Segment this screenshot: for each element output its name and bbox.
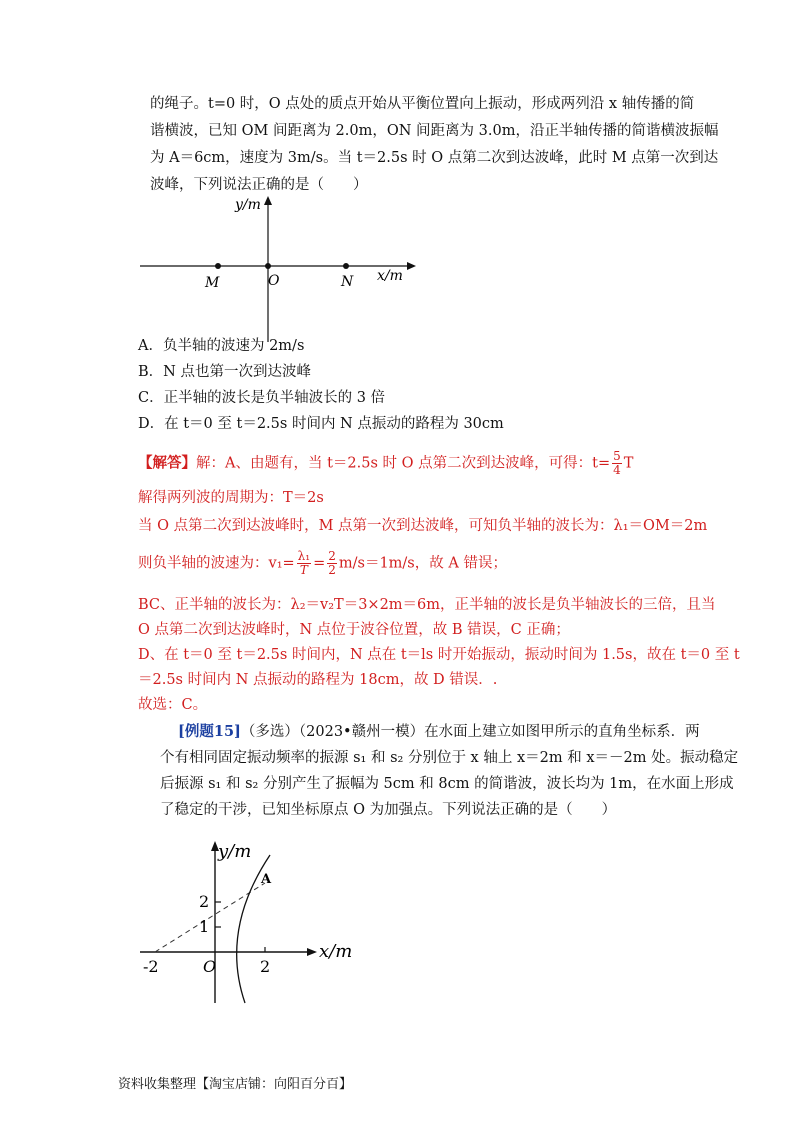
answer-line-6: O 点第二次到达波峰时，N 点位于波谷位置，故 B 错误，C 正确；: [138, 622, 570, 638]
problem1-line-1: 的绳子。t=0 时，O 点处的质点开始从平衡位置向上振动，形成两列沿 x 轴传播的简: [150, 96, 695, 112]
figure-2-tick-y1: 1: [199, 917, 210, 936]
figure-1-point-n: N: [341, 274, 354, 290]
figure-1-ylabel: y/m: [235, 197, 261, 213]
figure-2-xlabel: x/m: [319, 941, 353, 962]
answer-line-2: 解得两列波的周期为：T＝2s: [138, 490, 324, 506]
problem2-line-4: 了稳定的干涉，已知坐标原点 O 为加强点。下列说法正确的是（ ）: [160, 802, 617, 818]
problem2-line-1: [例题15]（多选）（2023•赣州一模）在水面上建立如图甲所示的直角坐标系．两: [178, 723, 700, 740]
answer-line-4: 则负半轴的波速为：v₁= $\frac{\text{λ₁}}{T}$ = $\frac{2}{2}$ m/s＝1m/s，故 A 错误；: [138, 549, 507, 577]
answer-line-1: 【解答】解：A、由题有，当 t＝2.5s 时 O 点第二次到达波峰，可得：t= $\frac{5}{4}$ T: [138, 449, 634, 477]
figure-2-axes: [135, 835, 370, 1010]
figure-1-axes: [135, 192, 420, 347]
fraction-lambda-t: $\frac{\text{λ₁}}{T}$: [297, 549, 311, 577]
figure-2-ylabel: y/m: [218, 841, 252, 862]
problem1-line-3: 为 A＝6cm，速度为 3m/s。当 t＝2.5s 时 O 点第二次到达波峰，此时 M 点第一次到达: [150, 150, 719, 166]
answer-line-7: D、在 t＝0 至 t＝2.5s 时间内，N 点在 t＝ls 时开始振动，振动时间为 1.5s，故在 t＝0 至 t: [138, 647, 740, 663]
option-d: D．在 t＝0 至 t＝2.5s 时间内 N 点振动的路程为 30cm: [138, 416, 504, 432]
problem1-line-2: 谐横波，已知 OM 间距离为 2.0m，ON 间距离为 3.0m，沿正半轴传播的简谐横波振幅: [150, 123, 719, 139]
figure-2-origin: O: [203, 957, 217, 976]
option-c: C．正半轴的波长是负半轴波长的 3 倍: [138, 390, 386, 406]
problem1-line-4: 波峰，下列说法正确的是（ ）: [150, 177, 368, 193]
example-tag: [例题15]: [178, 723, 241, 740]
figure-1-xlabel: x/m: [377, 268, 403, 284]
figure-2-point-a: A: [261, 872, 272, 887]
figure-1-point-o: O: [268, 273, 280, 289]
problem2-line-2: 个有相同固定振动频率的振源 s₁ 和 s₂ 分别位于 x 轴上 x＝2m 和 x＝－2m 处。振动稳定: [160, 750, 739, 766]
answer-line-9: 故选：C。: [138, 697, 208, 713]
problem2-line-3: 后振源 s₁ 和 s₂ 分别产生了振幅为 5cm 和 8cm 的简谐波，波长均为 1m，在水面上形成: [160, 776, 734, 792]
footer-note: 资料收集整理【淘宝店铺：向阳百分百】: [118, 1077, 353, 1092]
answer-line-3: 当 O 点第二次到达波峰时，M 点第一次到达波峰，可知负半轴的波长为：λ₁＝OM＝2m: [138, 518, 708, 534]
fraction-5-4: $\frac{5}{4}$: [613, 449, 621, 477]
option-a: A．负半轴的波速为 2m/s: [138, 338, 305, 354]
answer-tag: 【解答】: [138, 454, 196, 472]
answer-line-5: BC、正半轴的波长为：λ₂＝v₂T＝3×2m＝6m，正半轴的波长是负半轴波长的三倍，且当: [138, 597, 716, 613]
answer-line-8: ＝2.5s 时间内 N 点振动的路程为 18cm，故 D 错误．.: [138, 672, 498, 688]
fraction-2-2: $\frac{2}{2}$: [328, 549, 336, 577]
figure-1-point-m: M: [205, 275, 220, 291]
option-b: B．N 点也第一次到达波峰: [138, 364, 311, 380]
figure-2-tick-x2: 2: [260, 957, 271, 976]
figure-2-tick-neg2: -2: [143, 957, 159, 976]
figure-2-tick-y2: 2: [199, 892, 210, 911]
